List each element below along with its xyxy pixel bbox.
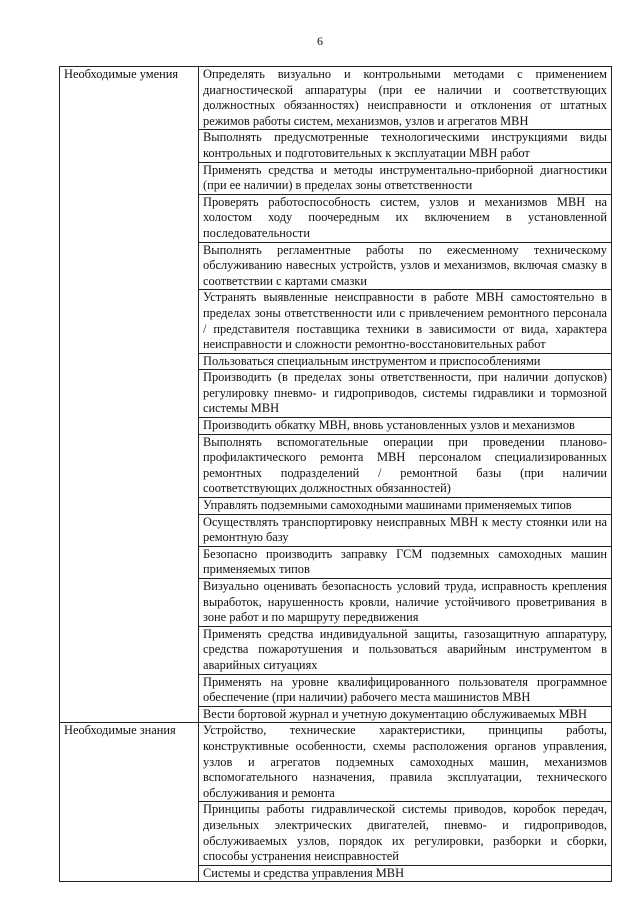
skill-item: Выполнять вспомогательные операции при проведении планово-профилактического ремонта МВН персоналом специализированных ремонтных подразделений / ремонтной базы (при наличии соответствующих должностных обязанностей) <box>199 434 612 497</box>
skill-item: Производить обкатку МВН, вновь установленных узлов и механизмов <box>199 418 612 435</box>
skill-item: Безопасно производить заправку ГСМ подземных самоходных машин применяемых типов <box>199 546 612 578</box>
skill-item: Пользоваться специальным инструментом и приспособлениями <box>199 353 612 370</box>
competency-table <box>59 66 612 882</box>
skill-item: Производить (в пределах зоны ответственности, при наличии допусков) регулировку пневмо- и гидроприводов, системы гидравлики и тормозной системы МВН <box>199 370 612 418</box>
section-label-knowledge: Необходимые знания <box>60 723 199 882</box>
skill-item: Применять средства индивидуальной защиты, газозащитную аппаратуру, средства пожаротушения и пользоваться аварийным инструментом в аварийных ситуациях <box>199 626 612 674</box>
skill-item: Осуществлять транспортировку неисправных МВН к месту стоянки или на ремонтную базу <box>199 514 612 546</box>
skill-item: Проверять работоспособность систем, узлов и механизмов МВН на холостом ходу поочередным их включением в установленной последовательности <box>199 194 612 242</box>
skill-item: Устранять выявленные неисправности в работе МВН самостоятельно в пределах зоны ответственности или с привлечением ремонтного персонала / представителя поставщика техники в зависимости от вида, характера неисправности и сложности ремонтно-восстановительных работ <box>199 290 612 353</box>
page-number: 6 <box>317 34 323 48</box>
section-label-skills: Необходимые умения <box>60 67 199 723</box>
skill-item: Визуально оценивать безопасность условий труда, исправность крепления выработок, нарушенность кровли, наличие устойчивого проветривания в зоне работ и по маршруту передвижения <box>199 579 612 627</box>
skill-item: Выполнять регламентные работы по ежесменному техническому обслуживанию навесных устройств, узлов и механизмов, включая смазку в соответствии с картами смазки <box>199 242 612 290</box>
knowledge-item: Устройство, технические характеристики, принципы работы, конструктивные особенности, схемы расположения органов управления, узлов и агрегатов подземных самоходных машин, механизмов вспомогательного назначения, правила эксплуатации, технического обслуживания и ремонта <box>199 723 612 802</box>
skill-item: Вести бортовой журнал и учетную документацию обслуживаемых МВН <box>199 706 612 723</box>
knowledge-item: Принципы работы гидравлической системы приводов, коробок передач, дизельных электрических двигателей, пневмо- и гидроприводов, обслуживаемых узлов, порядок их регулировки, разборки и сборки, способы устранения неисправностей <box>199 802 612 865</box>
table-row <box>60 67 612 130</box>
knowledge-item: Системы и средства управления МВН <box>199 865 612 882</box>
skill-item: Применять на уровне квалифицированного пользователя программное обеспечение (при наличии) рабочего места машинистов МВН <box>199 674 612 706</box>
skill-item: Выполнять предусмотренные технологическими инструкциями виды контрольных и подготовительных к эксплуатации МВН работ <box>199 130 612 162</box>
skill-item: Применять средства и методы инструментально-приборной диагностики (при ее наличии) в пределах зоны ответственности <box>199 162 612 194</box>
table-row <box>60 723 612 802</box>
skill-item: Определять визуально и контрольными методами с применением диагностической аппаратуры (при ее наличии и соответствующих должностных обязанностях) неисправности и отклонения от штатных режимов работы систем, механизмов, узлов и агрегатов МВН <box>199 67 612 130</box>
skill-item: Управлять подземными самоходными машинами применяемых типов <box>199 498 612 515</box>
